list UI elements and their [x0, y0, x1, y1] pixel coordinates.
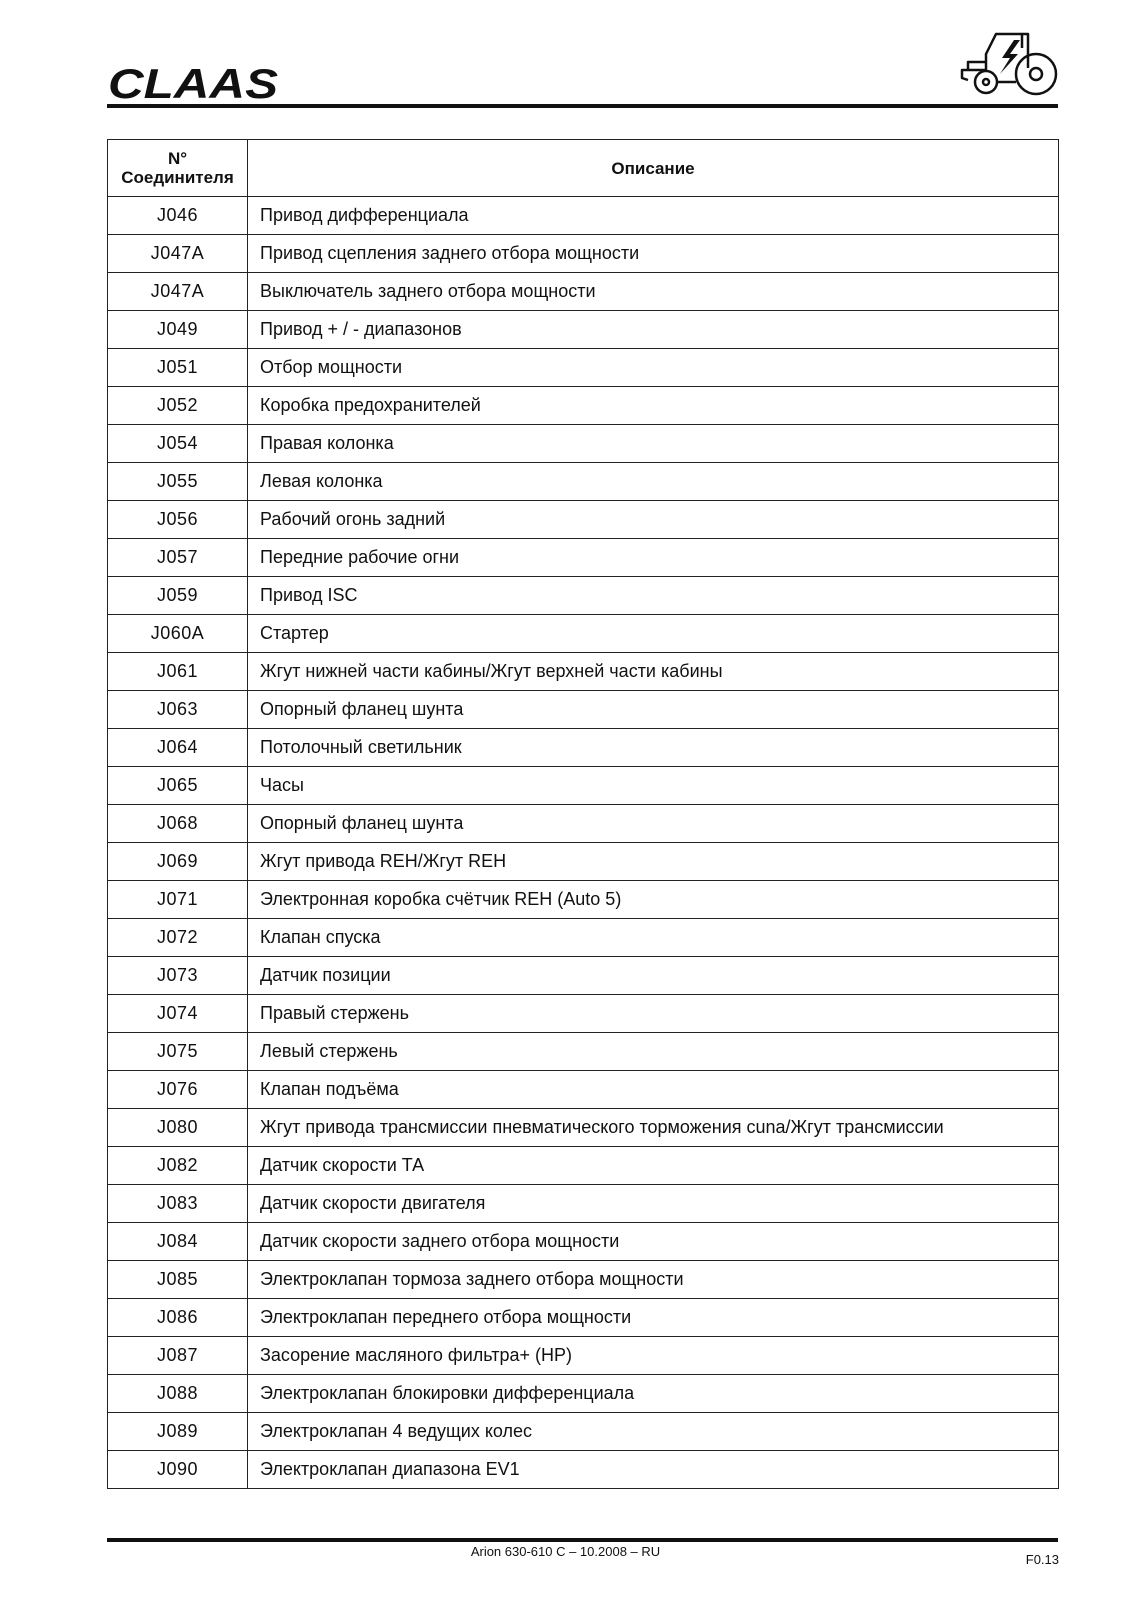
connector-description: Электронная коробка счётчик REH (Auto 5) [248, 881, 1059, 919]
table-row [108, 311, 1059, 349]
table-row [108, 1451, 1059, 1489]
connector-code: J075 [108, 1033, 248, 1071]
table-row [108, 615, 1059, 653]
connector-description: Коробка предохранителей [248, 387, 1059, 425]
footer-document-id: Arion 630-610 C – 10.2008 – RU [470, 1544, 661, 1559]
connector-code: J087 [108, 1337, 248, 1375]
connector-code: J065 [108, 767, 248, 805]
connector-description: Опорный фланец шунта [248, 805, 1059, 843]
table-row [108, 1413, 1059, 1451]
connector-description: Правый стержень [248, 995, 1059, 1033]
connector-code: J082 [108, 1147, 248, 1185]
table-row [108, 197, 1059, 235]
table-row [108, 843, 1059, 881]
header-connector-number [108, 140, 248, 197]
header-number-symbol: N° [167, 149, 188, 168]
connector-code: J073 [108, 957, 248, 995]
connector-description: Рабочий огонь задний [248, 501, 1059, 539]
table-header-row [108, 140, 1059, 197]
connector-description: Электроклапан блокировки дифференциала [248, 1375, 1059, 1413]
connector-description: Передние рабочие огни [248, 539, 1059, 577]
table-row [108, 919, 1059, 957]
connector-description: Левая колонка [248, 463, 1059, 501]
table-row [108, 1147, 1059, 1185]
table-row [108, 1299, 1059, 1337]
connector-description: Привод ISC [248, 577, 1059, 615]
connector-code: J072 [108, 919, 248, 957]
header-number-label: Соединителя [121, 168, 234, 187]
connector-description: Левый стержень [248, 1033, 1059, 1071]
header-rule [107, 104, 1058, 108]
connector-code: J061 [108, 653, 248, 691]
connector-code: J064 [108, 729, 248, 767]
connector-description: Опорный фланец шунта [248, 691, 1059, 729]
connector-code: J080 [108, 1109, 248, 1147]
connector-description: Датчик скорости двигателя [248, 1185, 1059, 1223]
table-row [108, 767, 1059, 805]
table-row [108, 463, 1059, 501]
connector-code: J063 [108, 691, 248, 729]
connector-description: Клапан подъёма [248, 1071, 1059, 1109]
connector-code: J083 [108, 1185, 248, 1223]
connector-code: J047A [108, 235, 248, 273]
table-row [108, 425, 1059, 463]
table-row [108, 539, 1059, 577]
connector-description: Привод + / - диапазонов [248, 311, 1059, 349]
table-row [108, 387, 1059, 425]
connector-code: J085 [108, 1261, 248, 1299]
brand-text: CLAAS [108, 66, 278, 102]
table-row [108, 577, 1059, 615]
connector-code: J060A [108, 615, 248, 653]
connector-code: J090 [108, 1451, 248, 1489]
connector-description: Датчик скорости заднего отбора мощности [248, 1223, 1059, 1261]
table-row [108, 729, 1059, 767]
header-description: Описание [248, 140, 1059, 197]
connector-code: J055 [108, 463, 248, 501]
footer-rule [107, 1538, 1058, 1542]
connector-code: J068 [108, 805, 248, 843]
connector-code: J056 [108, 501, 248, 539]
footer-page-number: F0.13 [1025, 1552, 1059, 1567]
table-row [108, 1033, 1059, 1071]
connector-code: J071 [108, 881, 248, 919]
connector-code: J086 [108, 1299, 248, 1337]
connector-description: Жгут привода REH/Жгут REH [248, 843, 1059, 881]
connector-code: J046 [108, 197, 248, 235]
table-row [108, 691, 1059, 729]
connector-description: Жгут нижней части кабины/Жгут верхней части кабины [248, 653, 1059, 691]
connector-description: Электроклапан диапазона EV1 [248, 1451, 1059, 1489]
table-row [108, 1109, 1059, 1147]
table-row [108, 1375, 1059, 1413]
table-row [108, 1223, 1059, 1261]
connector-description: Часы [248, 767, 1059, 805]
table-row [108, 235, 1059, 273]
connector-description: Потолочный светильник [248, 729, 1059, 767]
table-row [108, 995, 1059, 1033]
connector-code: J074 [108, 995, 248, 1033]
table-row [108, 881, 1059, 919]
connector-code: J088 [108, 1375, 248, 1413]
connector-description: Жгут привода трансмиссии пневматического торможения cuna/Жгут трансмиссии [248, 1109, 1059, 1147]
connector-description: Электроклапан 4 ведущих колес [248, 1413, 1059, 1451]
claas-logo [108, 66, 280, 102]
connector-description: Отбор мощности [248, 349, 1059, 387]
connector-code: J069 [108, 843, 248, 881]
table-row [108, 1071, 1059, 1109]
connector-description: Выключатель заднего отбора мощности [248, 273, 1059, 311]
connector-code: J059 [108, 577, 248, 615]
table-row [108, 1185, 1059, 1223]
connector-code: J054 [108, 425, 248, 463]
table-row [108, 349, 1059, 387]
table-row [108, 805, 1059, 843]
connector-code: J076 [108, 1071, 248, 1109]
connector-description: Привод дифференциала [248, 197, 1059, 235]
table-row [108, 653, 1059, 691]
connector-table [107, 139, 1058, 1489]
connector-code: J049 [108, 311, 248, 349]
connector-description: Стартер [248, 615, 1059, 653]
connector-code: J057 [108, 539, 248, 577]
table-row [108, 1261, 1059, 1299]
connector-description: Электроклапан тормоза заднего отбора мощности [248, 1261, 1059, 1299]
table-row [108, 957, 1059, 995]
connector-description: Датчик скорости ТА [248, 1147, 1059, 1185]
connector-description: Клапан спуска [248, 919, 1059, 957]
connector-description: Правая колонка [248, 425, 1059, 463]
connector-description: Датчик позиции [248, 957, 1059, 995]
connector-description: Электроклапан переднего отбора мощности [248, 1299, 1059, 1337]
connector-code: J089 [108, 1413, 248, 1451]
connector-code: J051 [108, 349, 248, 387]
connector-description: Привод сцепления заднего отбора мощности [248, 235, 1059, 273]
tractor-electric-icon [956, 28, 1060, 100]
connector-description: Засорение масляного фильтра+ (HP) [248, 1337, 1059, 1375]
table-row [108, 501, 1059, 539]
table-row [108, 273, 1059, 311]
connector-code: J084 [108, 1223, 248, 1261]
table-row [108, 1337, 1059, 1375]
connector-code: J047A [108, 273, 248, 311]
connector-code: J052 [108, 387, 248, 425]
